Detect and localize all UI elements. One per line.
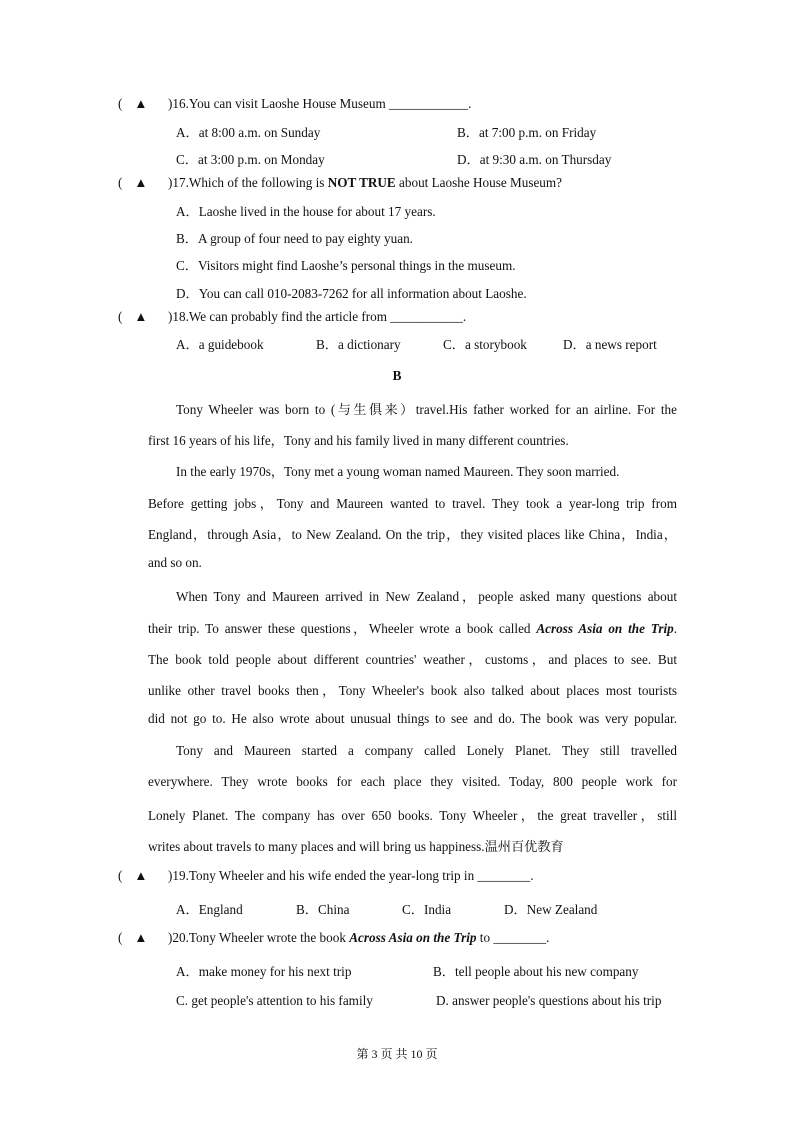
option-d: D．You can call 010-2083-7262 for all information about Laoshe. <box>176 286 527 301</box>
passage-line: unlike other travel books then，Tony Wheeler's book also talked about places most tourists <box>148 683 677 698</box>
option-c: C．at 3:00 p.m. on Monday <box>176 152 325 167</box>
option-d: D．at 9:30 a.m. on Thursday <box>457 152 612 167</box>
passage-line: Before getting jobs，Tony and Maureen wanted to travel. They took a year-long trip from <box>148 496 677 511</box>
passage-line: Lonely Planet. The company has over 650 books. Tony Wheeler，the great traveller，still <box>148 808 677 823</box>
option-a: A．a guidebook <box>176 337 264 352</box>
answer-paren[interactable]: ( ▲ <box>118 175 148 190</box>
triangle-mark-icon: ▲ <box>134 930 148 945</box>
triangle-mark-icon: ▲ <box>134 309 148 324</box>
page-footer: 第 3 页 共 10 页 <box>356 1047 438 1061</box>
passage-line: In the early 1970s，Tony met a young woman named Maureen. They soon married. <box>176 464 620 479</box>
answer-paren[interactable]: ( ▲ <box>118 930 148 945</box>
question-18 <box>118 309 466 325</box>
answer-paren[interactable]: ( ▲ <box>118 96 148 111</box>
question-stem: )17.Which of the following is NOT TRUE about Laoshe House Museum? <box>168 175 563 190</box>
passage-line: Tony and Maureen started a company called Lonely Planet. They still travelled <box>176 743 677 758</box>
passage-line: did not go to. He also wrote about unusual things to see and do. The book was very popular. <box>148 711 677 726</box>
passage-line: The book told people about different countries' weather，customs，and places to see. But <box>148 652 677 667</box>
question-stem: )16.You can visit Laoshe House Museum ____________. <box>168 96 472 111</box>
passage-line: England，through Asia，to New Zealand. On the trip，they visited places like China，India， <box>148 527 677 542</box>
passage-line: everywhere. They wrote books for each place they visited. Today, 800 people work for <box>148 774 677 789</box>
option-c: C. get people's attention to his family <box>176 993 373 1008</box>
question-16 <box>118 96 471 112</box>
option-a: A．England <box>176 902 243 917</box>
triangle-mark-icon: ▲ <box>134 175 148 190</box>
question-stem: )18.We can probably find the article from ___________. <box>168 309 467 324</box>
passage-line: When Tony and Maureen arrived in New Zealand，people asked many questions about <box>176 589 677 604</box>
question-17 <box>118 175 562 191</box>
question-20 <box>118 930 549 946</box>
option-a: A．Laoshe lived in the house for about 17 years. <box>176 204 436 219</box>
question-stem: )20.Tony Wheeler wrote the book Across Asia on the Trip to ________. <box>168 930 550 945</box>
question-19 <box>118 868 534 884</box>
option-d: D．New Zealand <box>504 902 598 917</box>
option-b: B．China <box>296 902 350 917</box>
option-b: B．tell people about his new company <box>433 964 639 979</box>
book-title: Across Asia on the Trip <box>536 621 674 636</box>
passage-line: writes about travels to many places and will bring us happiness.温州百优教育 <box>148 839 564 854</box>
triangle-mark-icon: ▲ <box>134 96 148 111</box>
option-d: D．a news report <box>563 337 657 352</box>
section-title: B <box>392 368 402 383</box>
book-title: Across Asia on the Trip <box>349 930 477 945</box>
answer-paren[interactable]: ( ▲ <box>118 868 148 883</box>
triangle-mark-icon: ▲ <box>134 868 148 883</box>
passage-line: and so on. <box>148 555 202 570</box>
option-b: B．a dictionary <box>316 337 401 352</box>
option-c: C．a storybook <box>443 337 527 352</box>
passage-line: their trip. To answer these questions，Wheeler wrote a book called Across Asia on the Trip. <box>148 621 678 636</box>
option-d: D. answer people's questions about his trip <box>436 993 662 1008</box>
option-a: A．at 8:00 a.m. on Sunday <box>176 125 321 140</box>
passage-line: first 16 years of his life，Tony and his family lived in many different countries. <box>148 433 569 448</box>
option-c: C．Visitors might find Laoshe’s personal things in the museum. <box>176 258 516 273</box>
answer-paren[interactable]: ( ▲ <box>118 309 148 324</box>
option-c: C．India <box>402 902 452 917</box>
option-a: A．make money for his next trip <box>176 964 352 979</box>
passage-line: Tony Wheeler was born to (与生俱来）travel.His father worked for an airline. For the <box>176 402 677 417</box>
option-b: B．A group of four need to pay eighty yuan. <box>176 231 413 246</box>
option-b: B．at 7:00 p.m. on Friday <box>457 125 597 140</box>
question-stem: )19.Tony Wheeler and his wife ended the year-long trip in ________. <box>168 868 534 883</box>
